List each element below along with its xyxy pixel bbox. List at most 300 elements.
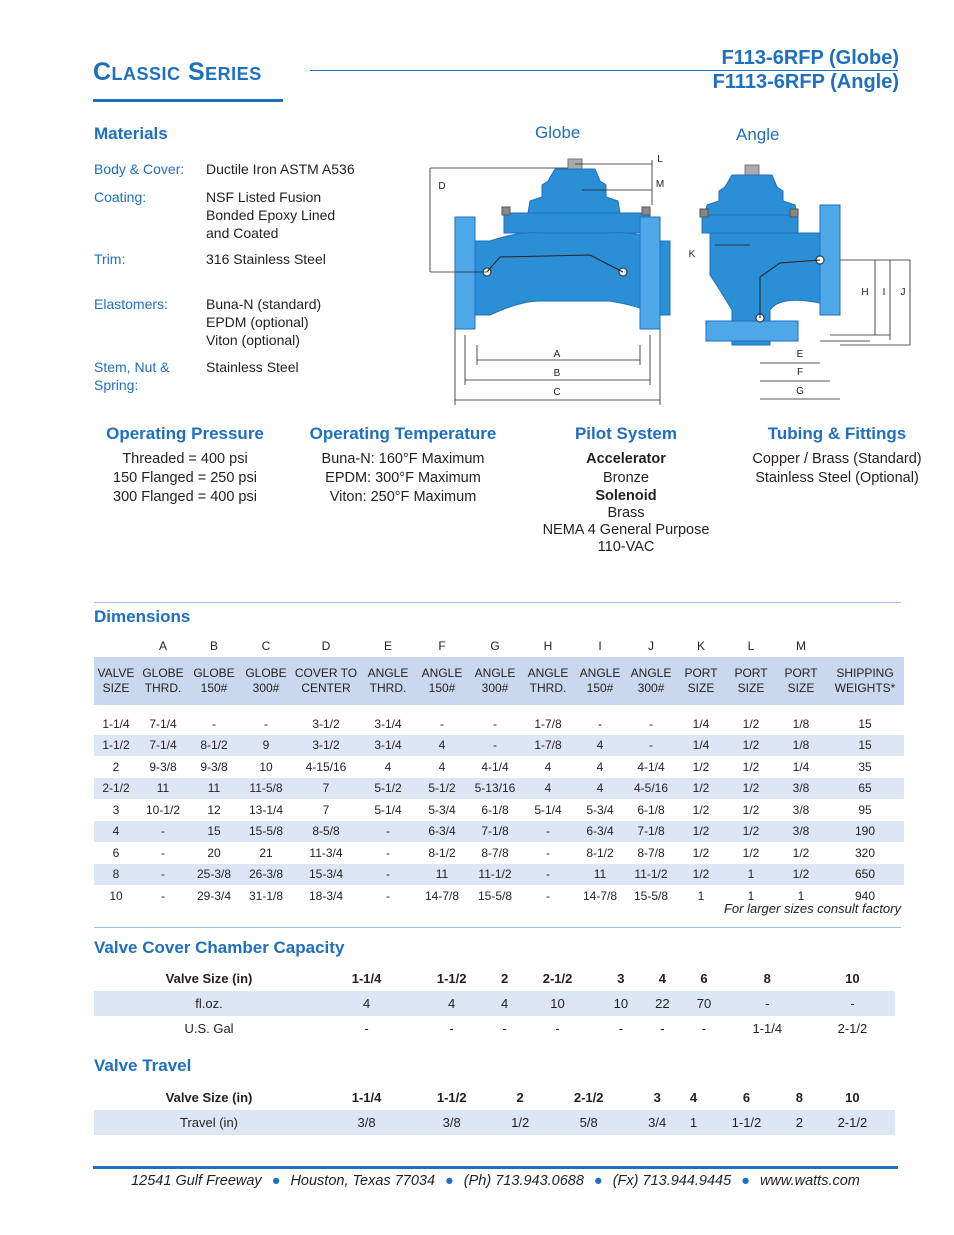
- table-cell: 1-1/2: [94, 735, 138, 757]
- table-cell: 13-1/4: [240, 799, 292, 821]
- table-cell: -: [810, 991, 895, 1016]
- table-cell: 29-3/4: [188, 885, 240, 907]
- valve-diagram: [420, 145, 920, 410]
- table-cell: 1-1/2: [409, 1085, 494, 1110]
- table-row: [94, 756, 904, 778]
- table-cell: ANGLE 150#: [416, 657, 468, 705]
- tubing-title: Tubing & Fittings: [767, 424, 907, 443]
- solenoid-line: NEMA 4 General Purpose: [542, 522, 710, 538]
- material-value: Stainless Steel: [206, 359, 299, 375]
- dim-label-K: K: [688, 249, 696, 260]
- table-cell: 1: [726, 864, 776, 886]
- table-cell: 1/2: [726, 842, 776, 864]
- table-row: [94, 864, 904, 886]
- table-cell: 15-5/8: [240, 821, 292, 843]
- table-cell: 1-1/4: [324, 966, 409, 991]
- table-row: [94, 778, 904, 800]
- dimensions-note: For larger sizes consult factory: [723, 901, 901, 916]
- table-cell: 3: [631, 1085, 683, 1110]
- operating-temperature-title: Operating Temperature: [309, 424, 497, 443]
- table-cell: 5-1/2: [416, 778, 468, 800]
- table-cell: 8-1/2: [188, 735, 240, 757]
- table-cell: GLOBE 300#: [240, 657, 292, 705]
- table-cell: -: [360, 842, 416, 864]
- dim-label-E: E: [796, 349, 804, 360]
- table-cell: -: [188, 713, 240, 735]
- table-cell: A: [138, 635, 188, 657]
- table-row: [94, 1085, 895, 1110]
- table-header-row: [94, 657, 904, 705]
- table-cell: 2-1/2: [810, 1110, 895, 1135]
- table-cell: 8-7/8: [626, 842, 676, 864]
- table-cell: 10: [515, 991, 600, 1016]
- dim-label-M: M: [655, 179, 665, 190]
- table-cell: [826, 635, 904, 657]
- table-cell: 1: [726, 885, 776, 907]
- table-cell: 1-7/8: [522, 735, 574, 757]
- table-cell: 1-1/4: [324, 1085, 409, 1110]
- table-cell: 2: [94, 756, 138, 778]
- table-letter-row: [94, 635, 904, 657]
- table-cell: 2-1/2: [94, 778, 138, 800]
- pressure-line: 300 Flanged = 400 psi: [113, 489, 257, 505]
- table-cell: -: [725, 991, 810, 1016]
- table-cell: 15: [826, 713, 904, 735]
- table-cell: [360, 705, 416, 713]
- series-title: Classic Series: [93, 58, 262, 86]
- tubing-line: Stainless Steel (Optional): [755, 470, 919, 486]
- table-cell: 11-1/2: [626, 864, 676, 886]
- table-cell: 9: [240, 735, 292, 757]
- table-cell: 1/2: [726, 821, 776, 843]
- table-cell: 14-7/8: [574, 885, 626, 907]
- table-cell: -: [522, 885, 574, 907]
- table-cell: GLOBE 150#: [188, 657, 240, 705]
- table-cell: 4: [574, 735, 626, 757]
- footer-address: 12541 Gulf Freeway: [131, 1173, 262, 1189]
- table-cell: F: [416, 635, 468, 657]
- accelerator-value: Bronze: [603, 470, 649, 486]
- table-cell: ANGLE 300#: [626, 657, 676, 705]
- table-cell: -: [626, 713, 676, 735]
- operating-pressure: [90, 423, 280, 507]
- table-cell: 4-1/4: [626, 756, 676, 778]
- material-label: Stem, Nut & Spring:: [94, 359, 170, 393]
- table-cell: 1-1/2: [409, 966, 494, 991]
- table-cell: 1/2: [676, 842, 726, 864]
- table-cell: 11: [188, 778, 240, 800]
- table-row: [94, 991, 895, 1016]
- table-cell: VALVE SIZE: [94, 657, 138, 705]
- temperature-line: EPDM: 300°F Maximum: [325, 470, 481, 486]
- table-cell: 12: [188, 799, 240, 821]
- table-cell: 8-1/2: [574, 842, 626, 864]
- pilot-system-title: Pilot System: [574, 424, 678, 443]
- table-cell: -: [642, 1016, 684, 1041]
- material-label: Trim:: [94, 251, 126, 267]
- table-cell: 8-1/2: [416, 842, 468, 864]
- table-cell: 95: [826, 799, 904, 821]
- table-cell: 2-1/2: [515, 966, 600, 991]
- table-cell: 31-1/8: [240, 885, 292, 907]
- table-cell: J: [626, 635, 676, 657]
- table-cell: PORT SIZE: [726, 657, 776, 705]
- table-row: [94, 735, 904, 757]
- table-cell: 10: [810, 1085, 895, 1110]
- table-cell: [468, 705, 522, 713]
- table-cell: 21: [240, 842, 292, 864]
- table-cell: 7-1/4: [138, 713, 188, 735]
- materials-title: Materials: [94, 124, 168, 143]
- table-cell: -: [574, 713, 626, 735]
- table-cell: ANGLE THRD.: [522, 657, 574, 705]
- table-cell: 10-1/2: [138, 799, 188, 821]
- table-cell: M: [776, 635, 826, 657]
- pressure-line: 150 Flanged = 250 psi: [113, 470, 257, 486]
- table-cell: -: [240, 713, 292, 735]
- table-cell: 4-5/16: [626, 778, 676, 800]
- table-cell: 5-3/4: [574, 799, 626, 821]
- table-cell: 1/2: [676, 821, 726, 843]
- table-cell: 1/8: [776, 735, 826, 757]
- table-cell: [676, 705, 726, 713]
- table-cell: 4: [94, 821, 138, 843]
- table-cell: 6-3/4: [416, 821, 468, 843]
- table-cell: 8: [94, 864, 138, 886]
- dim-label-A: A: [553, 349, 561, 360]
- table-cell: 1: [776, 885, 826, 907]
- table-cell: 25-3/8: [188, 864, 240, 886]
- table-cell: [522, 705, 574, 713]
- table-cell: 11-3/4: [292, 842, 360, 864]
- table-cell: 1/2: [776, 842, 826, 864]
- table-cell: 1/2: [776, 864, 826, 886]
- table-cell: 15: [188, 821, 240, 843]
- table-row: [94, 842, 904, 864]
- table-cell: 1-1/4: [94, 713, 138, 735]
- table-cell: 3/4: [631, 1110, 683, 1135]
- tubing-fittings: [737, 423, 937, 488]
- table-cell: 9-3/8: [188, 756, 240, 778]
- table-cell: K: [676, 635, 726, 657]
- table-cell: 4: [409, 991, 494, 1016]
- table-cell: -: [468, 713, 522, 735]
- table-cell: [138, 705, 188, 713]
- pilot-system: [526, 423, 726, 556]
- table-cell: 10: [600, 991, 642, 1016]
- table-cell: Valve Size (in): [94, 966, 324, 991]
- table-cell: GLOBE THRD.: [138, 657, 188, 705]
- table-cell: 1/8: [776, 713, 826, 735]
- table-cell: 8: [725, 966, 810, 991]
- table-cell: [726, 705, 776, 713]
- table-cell: SHIPPING WEIGHTS*: [826, 657, 904, 705]
- table-cell: 1: [676, 885, 726, 907]
- table-cell: L: [726, 635, 776, 657]
- globe-valve-icon: [455, 159, 670, 329]
- dim-label-D: D: [438, 181, 446, 192]
- table-cell: [240, 705, 292, 713]
- table-cell: 15-3/4: [292, 864, 360, 886]
- table-cell: 7-1/8: [468, 821, 522, 843]
- table-cell: 4: [324, 991, 409, 1016]
- chamber-title: Valve Cover Chamber Capacity: [94, 938, 345, 957]
- table-cell: 1/2: [726, 756, 776, 778]
- table-cell: 4: [416, 735, 468, 757]
- material-label: Body & Cover:: [94, 161, 185, 177]
- dim-label-G: G: [796, 386, 804, 397]
- table-cell: -: [138, 821, 188, 843]
- table-cell: -: [360, 864, 416, 886]
- table-cell: 5-3/4: [416, 799, 468, 821]
- table-cell: C: [240, 635, 292, 657]
- travel-table: [94, 1085, 895, 1135]
- table-cell: 11: [416, 864, 468, 886]
- table-row: [94, 1016, 895, 1041]
- table-cell: 190: [826, 821, 904, 843]
- table-cell: 1: [683, 1110, 704, 1135]
- table-cell: 65: [826, 778, 904, 800]
- table-cell: 5-1/4: [522, 799, 574, 821]
- table-cell: 4: [522, 778, 574, 800]
- table-cell: 2: [789, 1110, 810, 1135]
- header-rule: [93, 99, 283, 102]
- table-cell: 1/2: [726, 799, 776, 821]
- table-cell: 1/2: [676, 778, 726, 800]
- table-cell: 8-5/8: [292, 821, 360, 843]
- table-cell: 1/2: [676, 799, 726, 821]
- table-cell: -: [360, 885, 416, 907]
- table-cell: 4: [522, 756, 574, 778]
- table-cell: 1/2: [726, 713, 776, 735]
- table-cell: 650: [826, 864, 904, 886]
- table-cell: 10: [810, 966, 895, 991]
- table-cell: 3/8: [776, 778, 826, 800]
- table-cell: 7-1/4: [138, 735, 188, 757]
- temperature-line: Buna-N: 160°F Maximum: [321, 451, 485, 467]
- solenoid-label: Solenoid: [595, 488, 657, 504]
- table-cell: [94, 705, 138, 713]
- table-cell: ANGLE 150#: [574, 657, 626, 705]
- table-cell: 4: [360, 756, 416, 778]
- table-cell: I: [574, 635, 626, 657]
- table-cell: -: [600, 1016, 642, 1041]
- table-cell: 15: [826, 735, 904, 757]
- table-cell: 5-13/16: [468, 778, 522, 800]
- table-cell: ANGLE THRD.: [360, 657, 416, 705]
- material-value: Buna-N (standard) EPDM (optional) Viton (optional): [206, 296, 322, 348]
- table-cell: -: [522, 842, 574, 864]
- table-cell: 11-1/2: [468, 864, 522, 886]
- table-cell: 22: [642, 991, 684, 1016]
- dim-label-L: L: [657, 154, 663, 165]
- table-row: [94, 713, 904, 735]
- table-cell: 6-1/8: [626, 799, 676, 821]
- table-cell: 4: [574, 756, 626, 778]
- table-cell: 70: [683, 991, 725, 1016]
- table-cell: 1/2: [726, 778, 776, 800]
- table-cell: 26-3/8: [240, 864, 292, 886]
- table-cell: U.S. Gal: [94, 1016, 324, 1041]
- table-cell: 1-1/4: [725, 1016, 810, 1041]
- travel-title: Valve Travel: [94, 1056, 192, 1075]
- table-cell: ANGLE 300#: [468, 657, 522, 705]
- table-cell: 2: [494, 966, 515, 991]
- table-cell: Valve Size (in): [94, 1085, 324, 1110]
- dim-label-C: C: [553, 387, 561, 398]
- table-cell: 1/2: [494, 1110, 546, 1135]
- table-cell: 5-1/2: [360, 778, 416, 800]
- table-cell: 320: [826, 842, 904, 864]
- table-cell: 1/2: [676, 756, 726, 778]
- dim-label-F: F: [796, 367, 804, 378]
- table-cell: 2-1/2: [810, 1016, 895, 1041]
- footer-fax: (Fx) 713.944.9445: [612, 1173, 732, 1189]
- table-cell: -: [515, 1016, 600, 1041]
- table-cell: -: [138, 842, 188, 864]
- table-cell: 15-5/8: [626, 885, 676, 907]
- table-cell: [574, 705, 626, 713]
- table-cell: [94, 635, 138, 657]
- table-cell: [826, 705, 904, 713]
- table-cell: 6: [704, 1085, 789, 1110]
- table-cell: 11: [138, 778, 188, 800]
- table-cell: 10: [94, 885, 138, 907]
- table-cell: 35: [826, 756, 904, 778]
- table-cell: 14-7/8: [416, 885, 468, 907]
- table-cell: -: [683, 1016, 725, 1041]
- dim-label-B: B: [553, 368, 561, 379]
- table-spacer-row: [94, 705, 904, 713]
- table-cell: 6: [94, 842, 138, 864]
- accelerator-label: Accelerator: [586, 451, 666, 467]
- footer-web[interactable]: www.watts.com: [759, 1173, 860, 1189]
- footer: 12541 Gulf Freeway ● Houston, Texas 77034 ● (Ph) 713.943.0688 ● (Fx) 713.944.9445 ● www.watts.com: [131, 1173, 860, 1189]
- table-cell: 4: [494, 991, 515, 1016]
- table-cell: 1-1/2: [704, 1110, 789, 1135]
- table-cell: 1/2: [676, 864, 726, 886]
- table-cell: 20: [188, 842, 240, 864]
- table-cell: 3: [94, 799, 138, 821]
- footer-city: Houston, Texas 77034: [290, 1173, 436, 1189]
- table-cell: H: [522, 635, 574, 657]
- material-label: Coating:: [94, 189, 147, 205]
- tubing-line: Copper / Brass (Standard): [752, 451, 922, 467]
- material-value: Ductile Iron ASTM A536: [206, 161, 355, 177]
- model-globe: F113-6RFP (Globe): [721, 47, 899, 69]
- globe-label: Globe: [535, 123, 581, 142]
- table-cell: 7: [292, 799, 360, 821]
- table-cell: 3/8: [409, 1110, 494, 1135]
- table-cell: 940: [826, 885, 904, 907]
- table-cell: 1/4: [676, 713, 726, 735]
- material-label: Elastomers:: [94, 296, 168, 312]
- table-cell: 4: [574, 778, 626, 800]
- table-cell: 3/8: [776, 799, 826, 821]
- table-cell: [776, 705, 826, 713]
- table-cell: -: [626, 735, 676, 757]
- table-cell: 1/4: [676, 735, 726, 757]
- table-cell: -: [360, 821, 416, 843]
- rule: [94, 927, 901, 928]
- table-cell: 5-1/4: [360, 799, 416, 821]
- table-cell: 4: [416, 756, 468, 778]
- table-cell: Travel (in): [94, 1110, 324, 1135]
- table-cell: 3: [600, 966, 642, 991]
- operating-pressure-title: Operating Pressure: [106, 424, 264, 443]
- table-cell: -: [409, 1016, 494, 1041]
- table-cell: 3/8: [324, 1110, 409, 1135]
- table-cell: G: [468, 635, 522, 657]
- table-cell: PORT SIZE: [776, 657, 826, 705]
- table-cell: 6: [683, 966, 725, 991]
- table-cell: 5/8: [546, 1110, 631, 1135]
- header-rule-thin: [310, 70, 898, 71]
- material-value: 316 Stainless Steel: [206, 251, 326, 267]
- dimensions-title: Dimensions: [94, 607, 191, 626]
- table-cell: 3-1/2: [292, 713, 360, 735]
- table-cell: [188, 705, 240, 713]
- table-cell: [416, 705, 468, 713]
- table-cell: 4-15/16: [292, 756, 360, 778]
- table-cell: 2: [494, 1085, 546, 1110]
- footer-rule: [93, 1166, 898, 1169]
- table-cell: -: [522, 864, 574, 886]
- table-cell: 18-3/4: [292, 885, 360, 907]
- table-row: [94, 966, 895, 991]
- table-cell: 1-7/8: [522, 713, 574, 735]
- table-row: [94, 821, 904, 843]
- table-cell: 15-5/8: [468, 885, 522, 907]
- table-cell: 6-1/8: [468, 799, 522, 821]
- table-cell: [292, 705, 360, 713]
- table-cell: 8-7/8: [468, 842, 522, 864]
- table-cell: 11-5/8: [240, 778, 292, 800]
- table-cell: 3-1/4: [360, 713, 416, 735]
- dim-label-H: H: [861, 287, 869, 298]
- solenoid-line: 110-VAC: [597, 539, 655, 555]
- table-cell: -: [324, 1016, 409, 1041]
- table-cell: -: [494, 1016, 515, 1041]
- table-cell: 6-3/4: [574, 821, 626, 843]
- table-cell: B: [188, 635, 240, 657]
- table-cell: 4-1/4: [468, 756, 522, 778]
- table-cell: -: [522, 821, 574, 843]
- table-cell: COVER TO CENTER: [292, 657, 360, 705]
- table-cell: fl.oz.: [94, 991, 324, 1016]
- table-cell: 10: [240, 756, 292, 778]
- pressure-line: Threaded = 400 psi: [122, 451, 248, 467]
- dimensions-table: [94, 635, 904, 907]
- table-cell: -: [468, 735, 522, 757]
- dim-label-J: J: [900, 287, 906, 298]
- temperature-line: Viton: 250°F Maximum: [329, 489, 477, 505]
- table-cell: 3-1/4: [360, 735, 416, 757]
- chamber-table: [94, 966, 895, 1041]
- table-cell: 2-1/2: [546, 1085, 631, 1110]
- angle-label: Angle: [736, 125, 780, 144]
- rule: [94, 602, 901, 603]
- table-cell: 3-1/2: [292, 735, 360, 757]
- model-angle: F1113-6RFP (Angle): [712, 71, 899, 93]
- table-row: [94, 799, 904, 821]
- table-cell: [626, 705, 676, 713]
- footer-phone: (Ph) 713.943.0688: [463, 1173, 584, 1189]
- dim-label-I: I: [882, 287, 886, 298]
- table-cell: PORT SIZE: [676, 657, 726, 705]
- table-cell: 8: [789, 1085, 810, 1110]
- table-cell: 7: [292, 778, 360, 800]
